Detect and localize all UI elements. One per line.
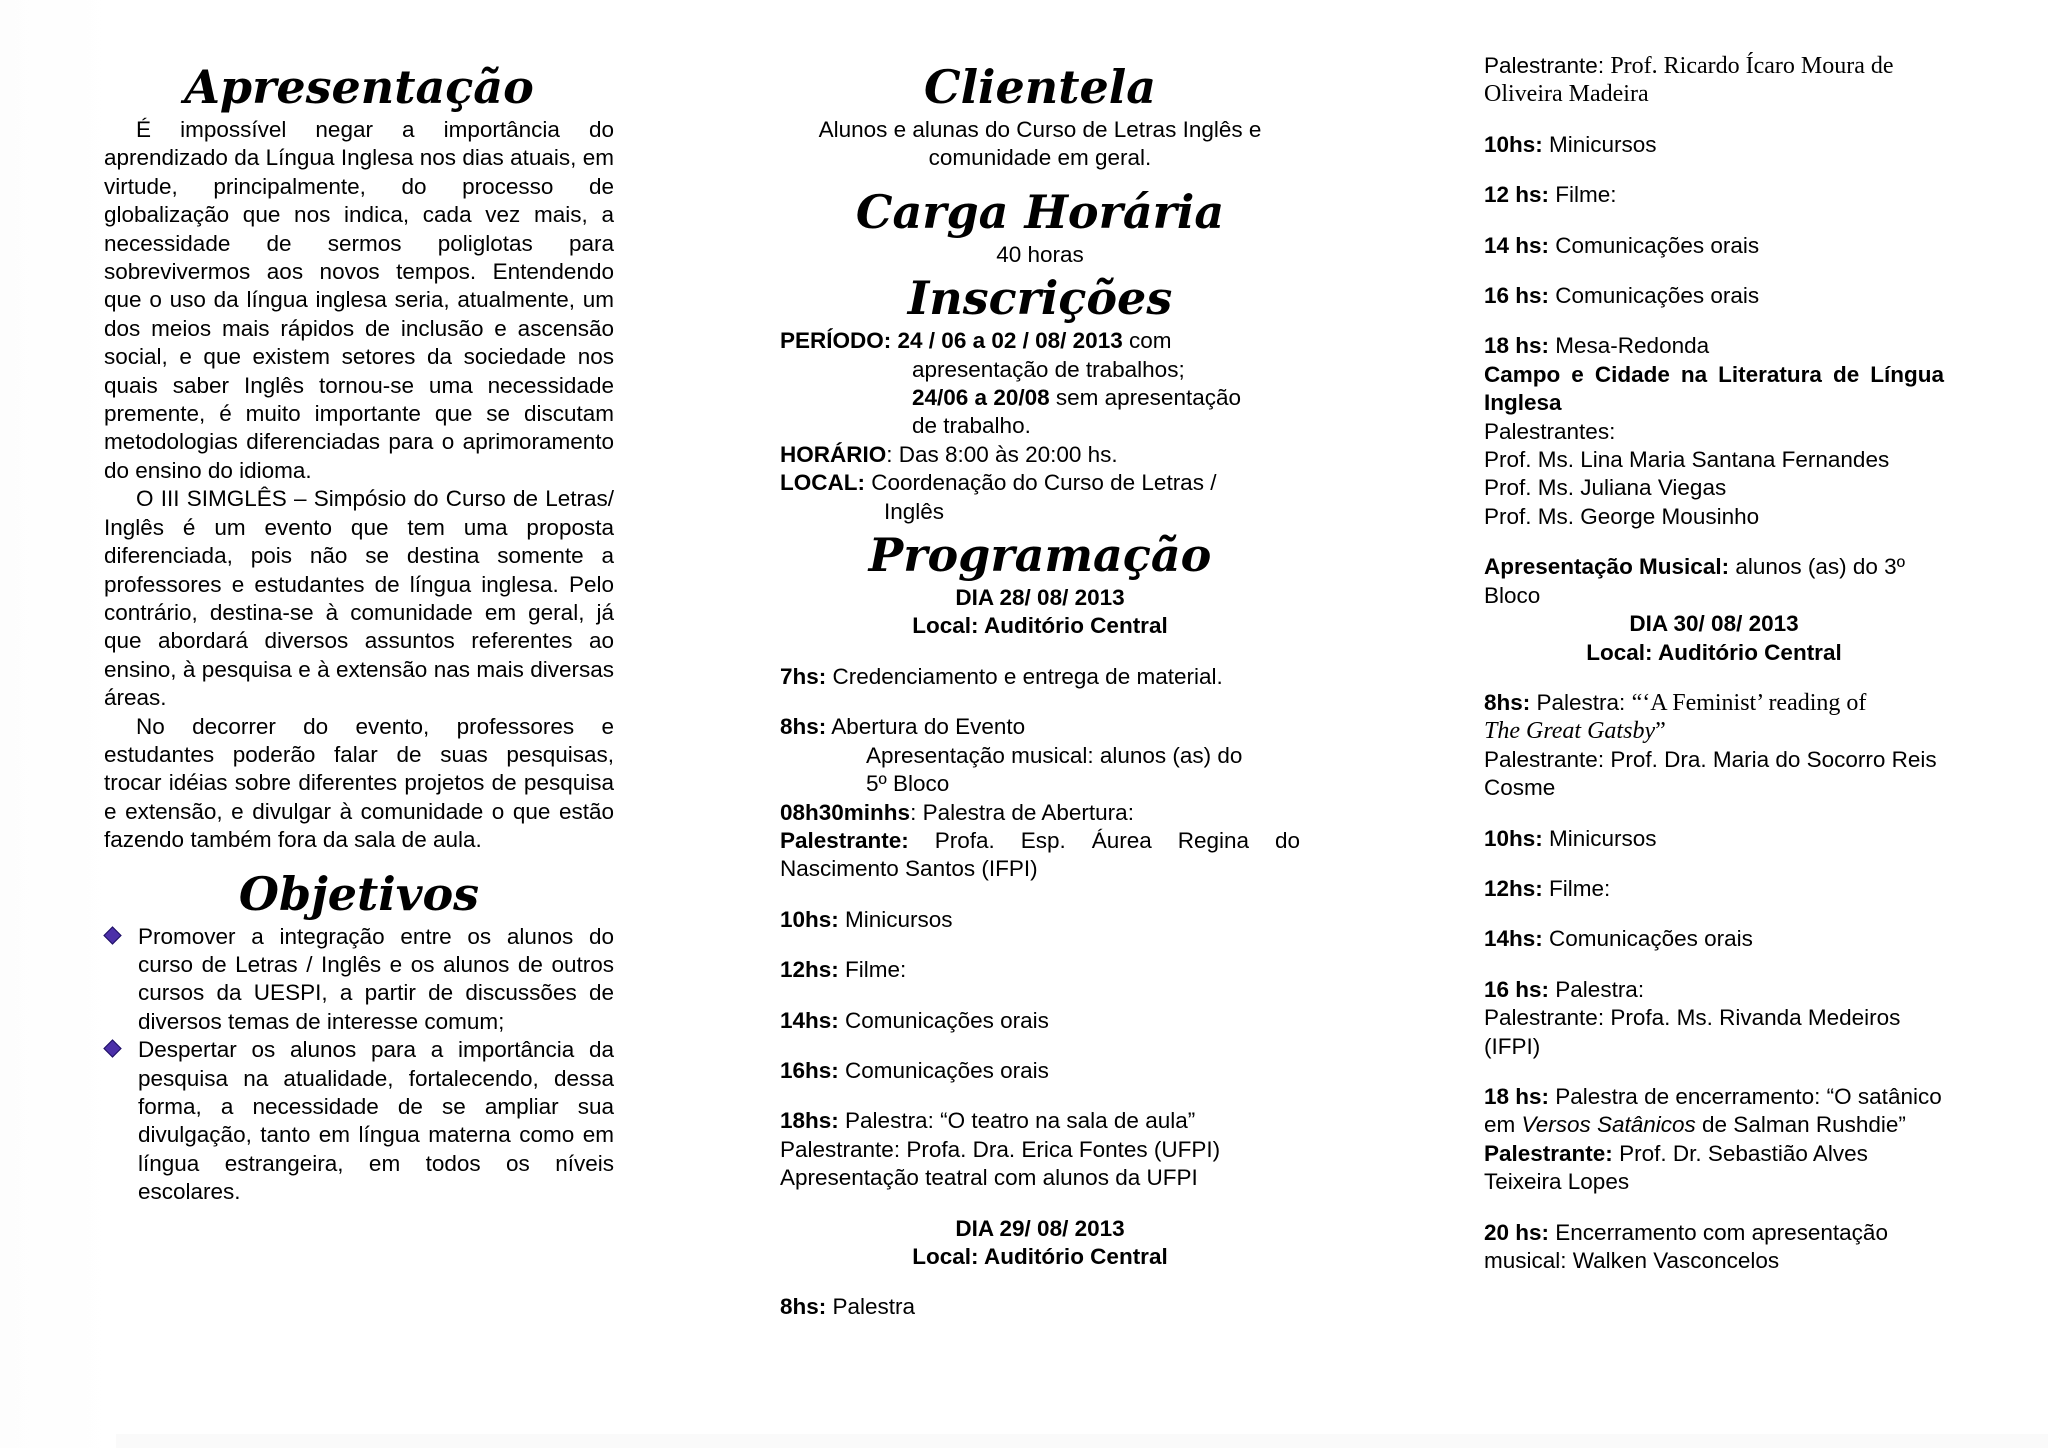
schedule-item [1484, 131, 1944, 159]
schedule-item [780, 1007, 1300, 1035]
column-right [1484, 52, 1944, 1275]
time-label: 10hs: [1484, 825, 1543, 851]
palestrante-label: Palestrante: [780, 827, 909, 853]
diamond-bullet-icon [103, 1039, 121, 1057]
schedule-item [780, 1057, 1300, 1085]
time-label: 8hs: [1484, 689, 1531, 715]
periodo-rest-2: sem apresentação [1049, 385, 1242, 411]
dia2-header [780, 1215, 1300, 1272]
local-label: LOCAL: [780, 470, 865, 496]
schedule-text: Comunicações orais [1542, 926, 1753, 952]
schedule-text: Minicursos [1542, 825, 1657, 851]
schedule-item [780, 799, 1300, 827]
schedule-item [1484, 689, 1944, 717]
list-item [104, 1036, 614, 1206]
time-label: 16 hs: [1484, 976, 1550, 1002]
schedule-text: Palestra: [1549, 976, 1645, 1002]
dia1-header [780, 584, 1300, 641]
schedule-item [1484, 1219, 1944, 1276]
musical-item [1484, 553, 1944, 610]
palestrante-item: Prof. Ms. Lina Maria Santana Fernandes [1484, 447, 1890, 473]
palestrante-label: Palestrante: [1484, 1140, 1613, 1166]
time-label: 16hs: [780, 1057, 839, 1083]
schedule-text: Palestra [826, 1294, 916, 1320]
quote-close: ” [1655, 718, 1666, 745]
local-cont: Inglês [884, 498, 945, 524]
diamond-bullet-icon [103, 926, 121, 944]
schedule-text: Filme: [838, 957, 907, 983]
time-label: 18hs: [780, 1108, 839, 1134]
schedule-item [1484, 925, 1944, 953]
schedule-item [1484, 825, 1944, 853]
palestra-title: “‘A Feminist’ reading of [1631, 689, 1867, 716]
time-label: 18 hs: [1484, 1083, 1550, 1109]
schedule-item [1484, 232, 1944, 260]
heading-objetivos: Objetivos [238, 866, 480, 921]
heading-clientela: Clientela [923, 60, 1157, 114]
objetivo-text: Promover a integração entre os alunos do curso de Letras / Inglês e os alunos de outros cursos da UESPI, a partir de discussões de diversos temas de interesse comum; [138, 923, 614, 1034]
time-label: 14hs: [1484, 926, 1543, 952]
schedule-text: Comunicações orais [1549, 283, 1760, 309]
schedule-item [780, 956, 1300, 984]
schedule-subtext [1484, 1140, 1944, 1197]
time-label: 20 hs: [1484, 1219, 1550, 1245]
time-label: 18 hs: [1484, 333, 1550, 359]
schedule-subtext: Palestrante: Profa. Dra. Erica Fontes (UFPI) [780, 1136, 1221, 1162]
dia3-header [1484, 610, 1944, 667]
heading-programacao: Programação [868, 528, 1212, 583]
apresentacao-paragraph-2: O III SIMGLÊS – Simpósio do Curso de Letras/ Inglês é um evento que tem uma proposta diferenciada, pois não se destina somente a professores e estudantes de língua inglesa. Pelo contrário, destina-se à comunidade em geral, já que abordará diversos assuntos referentes ao ensino, à pesquisa e à extensão nas mais diversas áreas. [104, 486, 614, 711]
palestrante-continued [1484, 52, 1944, 80]
palestra-title-cont [1484, 717, 1944, 745]
schedule-text: Comunicações orais [838, 1007, 1049, 1033]
time-label: 16 hs: [1484, 283, 1550, 309]
schedule-text: Minicursos [838, 906, 953, 932]
time-label: 12hs: [780, 957, 839, 983]
schedule-subtext: Palestrante: Prof. Dra. Maria do Socorro Reis Cosme [1484, 746, 1937, 801]
dia3-local: Local: Auditório Central [1586, 639, 1842, 665]
schedule-item [1484, 282, 1944, 310]
schedule-text: Mesa-Redonda [1549, 333, 1710, 359]
objetivo-text: Despertar os alunos para a importância da pesquisa na atualidade, fortalecendo, dessa forma, a necessidade de se ampliar sua divulgação, tanto em língua materna como em língua estrangeira, em todos os níveis escolares. [138, 1037, 614, 1205]
periodo-dates-1: 24 / 06 a 02 / 08/ 2013 [897, 328, 1123, 354]
schedule-text: alunos (as) do 3º Bloco [1484, 554, 1905, 608]
dia1-date: DIA 28/ 08/ 2013 [955, 585, 1125, 611]
palestrantes-label: Palestrantes: [1484, 418, 1616, 444]
local-text: Coordenação do Curso de Letras / [864, 470, 1217, 496]
horario-text: : Das 8:00 às 20:00 hs. [886, 441, 1118, 467]
scan-bottom [116, 1434, 2048, 1448]
schedule-text: Filme: [1549, 182, 1617, 208]
horario-line [780, 441, 1300, 469]
schedule-text: Prof. Dr. Sebastião Alves Teixeira Lopes [1484, 1140, 1868, 1195]
schedule-item [1484, 875, 1944, 903]
schedule-subtext: Apresentação musical: alunos (as) do [866, 742, 1243, 768]
periodo-line-2 [780, 384, 1300, 412]
schedule-text: Minicursos [1542, 131, 1657, 157]
schedule-subtext: 5º Bloco [866, 771, 950, 797]
schedule-item [1484, 1083, 1944, 1140]
schedule-text: Credenciamento e entrega de material. [826, 663, 1223, 689]
schedule-item [1484, 181, 1944, 209]
schedule-text: : Palestra de Abertura: [910, 799, 1134, 825]
dia1-local: Local: Auditório Central [912, 613, 1168, 639]
periodo-line [780, 327, 1300, 355]
dia3-date: DIA 30/ 08/ 2013 [1629, 611, 1799, 637]
schedule-text: Comunicações orais [838, 1057, 1049, 1083]
time-label: 10hs: [780, 906, 839, 932]
schedule-text: Abertura do Evento [826, 714, 1026, 740]
periodo-label: PERÍODO: [780, 328, 892, 354]
musical-label: Apresentação Musical: [1484, 554, 1730, 580]
schedule-text: Palestra: [1530, 689, 1632, 715]
periodo-dates-2: 24/06 a 20/08 [912, 385, 1050, 411]
mesa-redonda-title: Campo e Cidade na Literatura de Língua Inglesa [1484, 361, 1944, 416]
palestrante-name-cont: Oliveira Madeira [1484, 81, 1649, 108]
time-label: 12 hs: [1484, 182, 1550, 208]
schedule-item [780, 1293, 1300, 1321]
dia2-local: Local: Auditório Central [912, 1243, 1168, 1269]
schedule-text: Encerramento com apresentação musical: Walken Vasconcelos [1484, 1219, 1888, 1273]
time-label: 10hs: [1484, 131, 1543, 157]
book-title: Versos Satânicos [1521, 1112, 1696, 1138]
palestrante-label: Palestrante: [1484, 53, 1611, 78]
palestrante-item: Prof. Ms. George Mousinho [1484, 503, 1760, 529]
schedule-item [780, 713, 1300, 741]
scan-edge [0, 0, 116, 1448]
objetivos-list [104, 923, 614, 1207]
schedule-item [780, 906, 1300, 934]
schedule-text: Palestra de encerramento: “O satânico em [1484, 1083, 1942, 1138]
clientela-text: Alunos e alunas do Curso de Letras Inglês e comunidade em geral. [818, 117, 1262, 171]
schedule-item [1484, 976, 1944, 1004]
carga-horaria-text: 40 horas [996, 241, 1084, 267]
heading-inscricoes: Inscrições [907, 271, 1173, 326]
schedule-item [780, 663, 1300, 691]
schedule-item [1484, 332, 1944, 360]
schedule-item [780, 1107, 1300, 1135]
schedule-subtext: Apresentação teatral com alunos da UFPI [780, 1165, 1198, 1191]
palestrante-name: Prof. Ricardo Ícaro Moura de [1610, 53, 1894, 79]
time-label: 14 hs: [1484, 232, 1550, 258]
mesa-title [1484, 361, 1944, 418]
apresentacao-text [104, 116, 614, 855]
schedule-item [780, 827, 1300, 884]
time-label: 7hs: [780, 663, 827, 689]
schedule-text: Filme: [1542, 875, 1611, 901]
time-label: 08h30minhs [780, 799, 911, 825]
schedule-text: de Salman Rushdie” [1695, 1112, 1906, 1138]
heading-carga-horaria: Carga Horária [855, 184, 1225, 239]
time-label: 12hs: [1484, 875, 1543, 901]
column-middle [780, 58, 1300, 1322]
list-item [104, 923, 614, 1037]
time-label: 8hs: [780, 1294, 827, 1320]
time-label: 8hs: [780, 714, 827, 740]
apresentacao-paragraph-1: É impossível negar a importância do aprendizado da Língua Inglesa nos dias atuais, em virtude, principalmente, do processo de globalização que nos indica, cada vez mais, a necessidade de sermos poliglotas para sobrevivermos aos novos tempos. Entendendo que o uso da língua inglesa seria, atualmente, um dos meios mais rápidos de inclusão e ascensão social, e que existem setores da sociedade nos quais saber Inglês tornou-se uma necessidade premente, é muito importante que se discutam metodologias diferenciadas para o aprimoramento do ensino do idioma. [104, 117, 614, 483]
schedule-text: Profa. Esp. Áurea Regina do Nascimento Santos (IFPI) [780, 827, 1300, 882]
periodo-cont-2: de trabalho. [912, 413, 1031, 439]
periodo-rest-1: com [1122, 328, 1172, 354]
schedule-text: Comunicações orais [1549, 232, 1760, 258]
dia2-date: DIA 29/ 08/ 2013 [955, 1215, 1125, 1241]
schedule-text: Palestra: “O teatro na sala de aula” [838, 1108, 1196, 1134]
apresentacao-paragraph-3: No decorrer do evento, professores e estudantes poderão falar de suas pesquisas, trocar idéias sobre diferentes projetos de pesquisa e extensão, e divulgar à comunidade o que estão fazendo também fora da sala de aula. [104, 713, 614, 853]
periodo-cont-1: apresentação de trabalhos; [912, 356, 1185, 382]
heading-apresentacao: Apresentação [184, 60, 534, 114]
time-label: 14hs: [780, 1007, 839, 1033]
horario-label: HORÁRIO [780, 441, 887, 467]
palestrante-item: Prof. Ms. Juliana Viegas [1484, 475, 1727, 501]
local-line [780, 469, 1300, 497]
column-left [104, 58, 614, 1207]
schedule-subtext: Palestrante: Profa. Ms. Rivanda Medeiros (IFPI) [1484, 1005, 1901, 1059]
book-title: The Great Gatsby [1484, 718, 1656, 745]
